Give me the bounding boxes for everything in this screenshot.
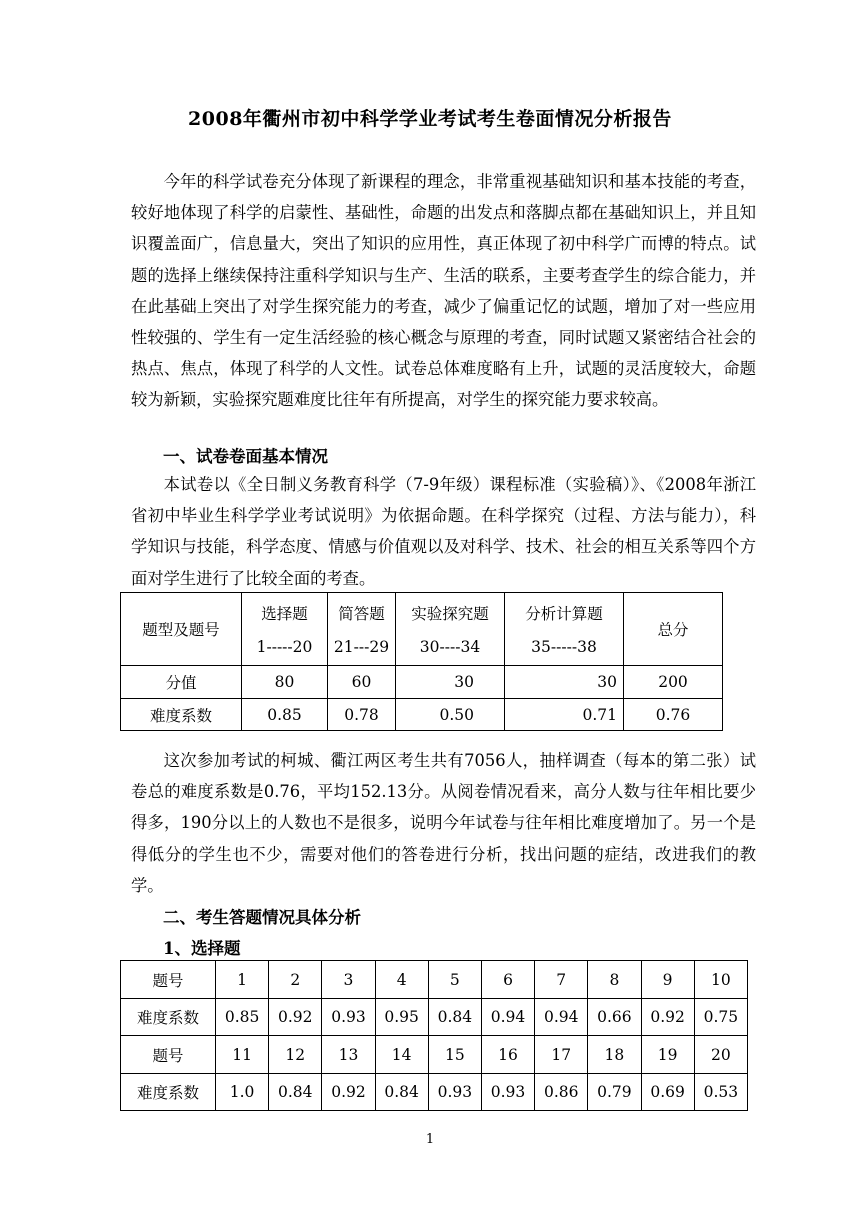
table-cell: 6	[481, 961, 534, 999]
section2-heading: 二、考生答题情况具体分析	[163, 908, 361, 927]
column-range: 30----34	[419, 638, 481, 656]
table-cell: 0.84	[428, 999, 481, 1036]
table-cell: 0.75	[694, 999, 747, 1036]
table-cell: 0.86	[535, 1074, 588, 1111]
column-range: 1-----20	[256, 638, 313, 656]
section1-heading: 一、试卷卷面基本情况	[163, 447, 328, 466]
table-cell: 0.95	[375, 999, 428, 1036]
table-cell: 0.69	[641, 1074, 694, 1111]
column-name: 简答题	[338, 605, 385, 623]
row-label: 难度系数	[121, 699, 242, 731]
table-row	[121, 699, 723, 731]
table-row	[121, 1036, 748, 1074]
table-cell: 80	[242, 666, 328, 699]
intro-paragraph: 今年的科学试卷充分体现了新课程的理念，非常重视基础知识和基本技能的考查，较好地体现了科学的启蒙性、基础性，命题的出发点和落脚点都在基础知识上，并且知识覆盖面广，信息量大，突出了知识的应用性，真正体现了初中科学广而博的特点。试题的选择上继续保持注重科学知识与生产、生活的联系，主要考查学生的综合能力，并在此基础上突出了对学生探究能力的考查，减少了偏重记忆的试题，增加了对一些应用性较强的、学生有一定生活经验的核心概念与原理的考查，同时试题又紧密结合社会的热点、焦点，体现了科学的人文性。试卷总体难度略有上升，试题的灵活度较大，命题较为新颖，实验探究题难度比往年有所提高，对学生的探究能力要求较高。	[131, 172, 756, 410]
table-row	[121, 999, 748, 1036]
column-name: 选择题	[261, 605, 308, 623]
table-cell: 0.93	[322, 999, 375, 1036]
table-cell: 10	[694, 961, 747, 999]
table-cell: 3	[322, 961, 375, 999]
table-cell: 0.78	[328, 699, 396, 731]
row-label: 难度系数	[121, 1074, 216, 1111]
table-cell: 0.79	[588, 1074, 641, 1111]
table-cell: 0.76	[624, 699, 723, 731]
section2-subheading: 1、选择题	[163, 939, 241, 958]
table-header-cell	[396, 593, 505, 666]
table-cell: 1.0	[216, 1074, 269, 1111]
exam-structure-table	[120, 592, 723, 731]
table-cell: 7	[535, 961, 588, 999]
table-cell: 4	[375, 961, 428, 999]
table-cell: 2	[269, 961, 322, 999]
table-cell: 0.85	[242, 699, 328, 731]
table-cell: 200	[624, 666, 723, 699]
table-header-cell	[242, 593, 328, 666]
table-cell: 0.85	[216, 999, 269, 1036]
column-name: 分析计算题	[525, 605, 603, 623]
table-cell: 60	[328, 666, 396, 699]
table-row	[121, 666, 723, 699]
table-header-cell	[328, 593, 396, 666]
table-cell: 0.93	[481, 1074, 534, 1111]
table-cell: 9	[641, 961, 694, 999]
section1-paragraph: 本试卷以《全日制义务教育科学（7-9年级）课程标准（实验稿）》、《2008年浙江省初中毕业生科学学业考试说明》为依据命题。在科学探究（过程、方法与能力），科学知识与技能，科学态度、情感与价值观以及对科学、技术、社会的相互关系等四个方面对学生进行了比较全面的考查。	[131, 475, 756, 588]
table-header-total: 总分	[624, 593, 723, 666]
page-number: 1	[425, 1132, 435, 1147]
table-cell: 0.93	[428, 1074, 481, 1111]
table-header-label: 题型及题号	[121, 593, 242, 666]
table-cell: 14	[375, 1036, 428, 1074]
row-label: 分值	[121, 666, 242, 699]
table-row	[121, 1074, 748, 1111]
column-name: 实验探究题	[411, 605, 489, 623]
table-cell: 0.92	[269, 999, 322, 1036]
row-label: 题号	[121, 961, 216, 999]
column-range: 35-----38	[531, 638, 597, 656]
summary-paragraph: 这次参加考试的柯城、衢江两区考生共有7056人，抽样调查（每本的第二张）试卷总的难度系数是0.76，平均152.13分。从阅卷情况看来，高分人数与往年相比要少得多，190分以上的人数也不是很多，说明今年试卷与往年相比难度增加了。另一个是得低分的学生也不少，需要对他们的答卷进行分析，找出问题的症结，改进我们的教学。	[131, 751, 756, 895]
table-row	[121, 593, 723, 666]
table-cell: 30	[396, 666, 505, 699]
table-cell: 15	[428, 1036, 481, 1074]
table-cell: 0.92	[641, 999, 694, 1036]
row-label: 题号	[121, 1036, 216, 1074]
table-cell: 8	[588, 961, 641, 999]
table-cell: 16	[481, 1036, 534, 1074]
choice-difficulty-table	[120, 960, 748, 1111]
table-cell: 12	[269, 1036, 322, 1074]
table-cell: 11	[216, 1036, 269, 1074]
table-cell: 0.84	[375, 1074, 428, 1111]
table-cell: 0.84	[269, 1074, 322, 1111]
column-range: 21---29	[333, 638, 390, 656]
table-row	[121, 961, 748, 999]
table-cell: 19	[641, 1036, 694, 1074]
table-cell: 0.50	[396, 699, 505, 731]
row-label: 难度系数	[121, 999, 216, 1036]
table-cell: 0.94	[535, 999, 588, 1036]
table-cell: 30	[505, 666, 624, 699]
table-cell: 17	[535, 1036, 588, 1074]
table-cell: 0.92	[322, 1074, 375, 1111]
table-cell: 13	[322, 1036, 375, 1074]
table-cell: 1	[216, 961, 269, 999]
table-cell: 0.71	[505, 699, 624, 731]
table-cell: 0.66	[588, 999, 641, 1036]
table-cell: 20	[694, 1036, 747, 1074]
table-cell: 0.94	[481, 999, 534, 1036]
table-header-cell	[505, 593, 624, 666]
table-cell: 18	[588, 1036, 641, 1074]
table-cell: 5	[428, 961, 481, 999]
document-title: 2008年衢州市初中科学学业考试考生卷面情况分析报告	[188, 108, 672, 130]
table-cell: 0.53	[694, 1074, 747, 1111]
